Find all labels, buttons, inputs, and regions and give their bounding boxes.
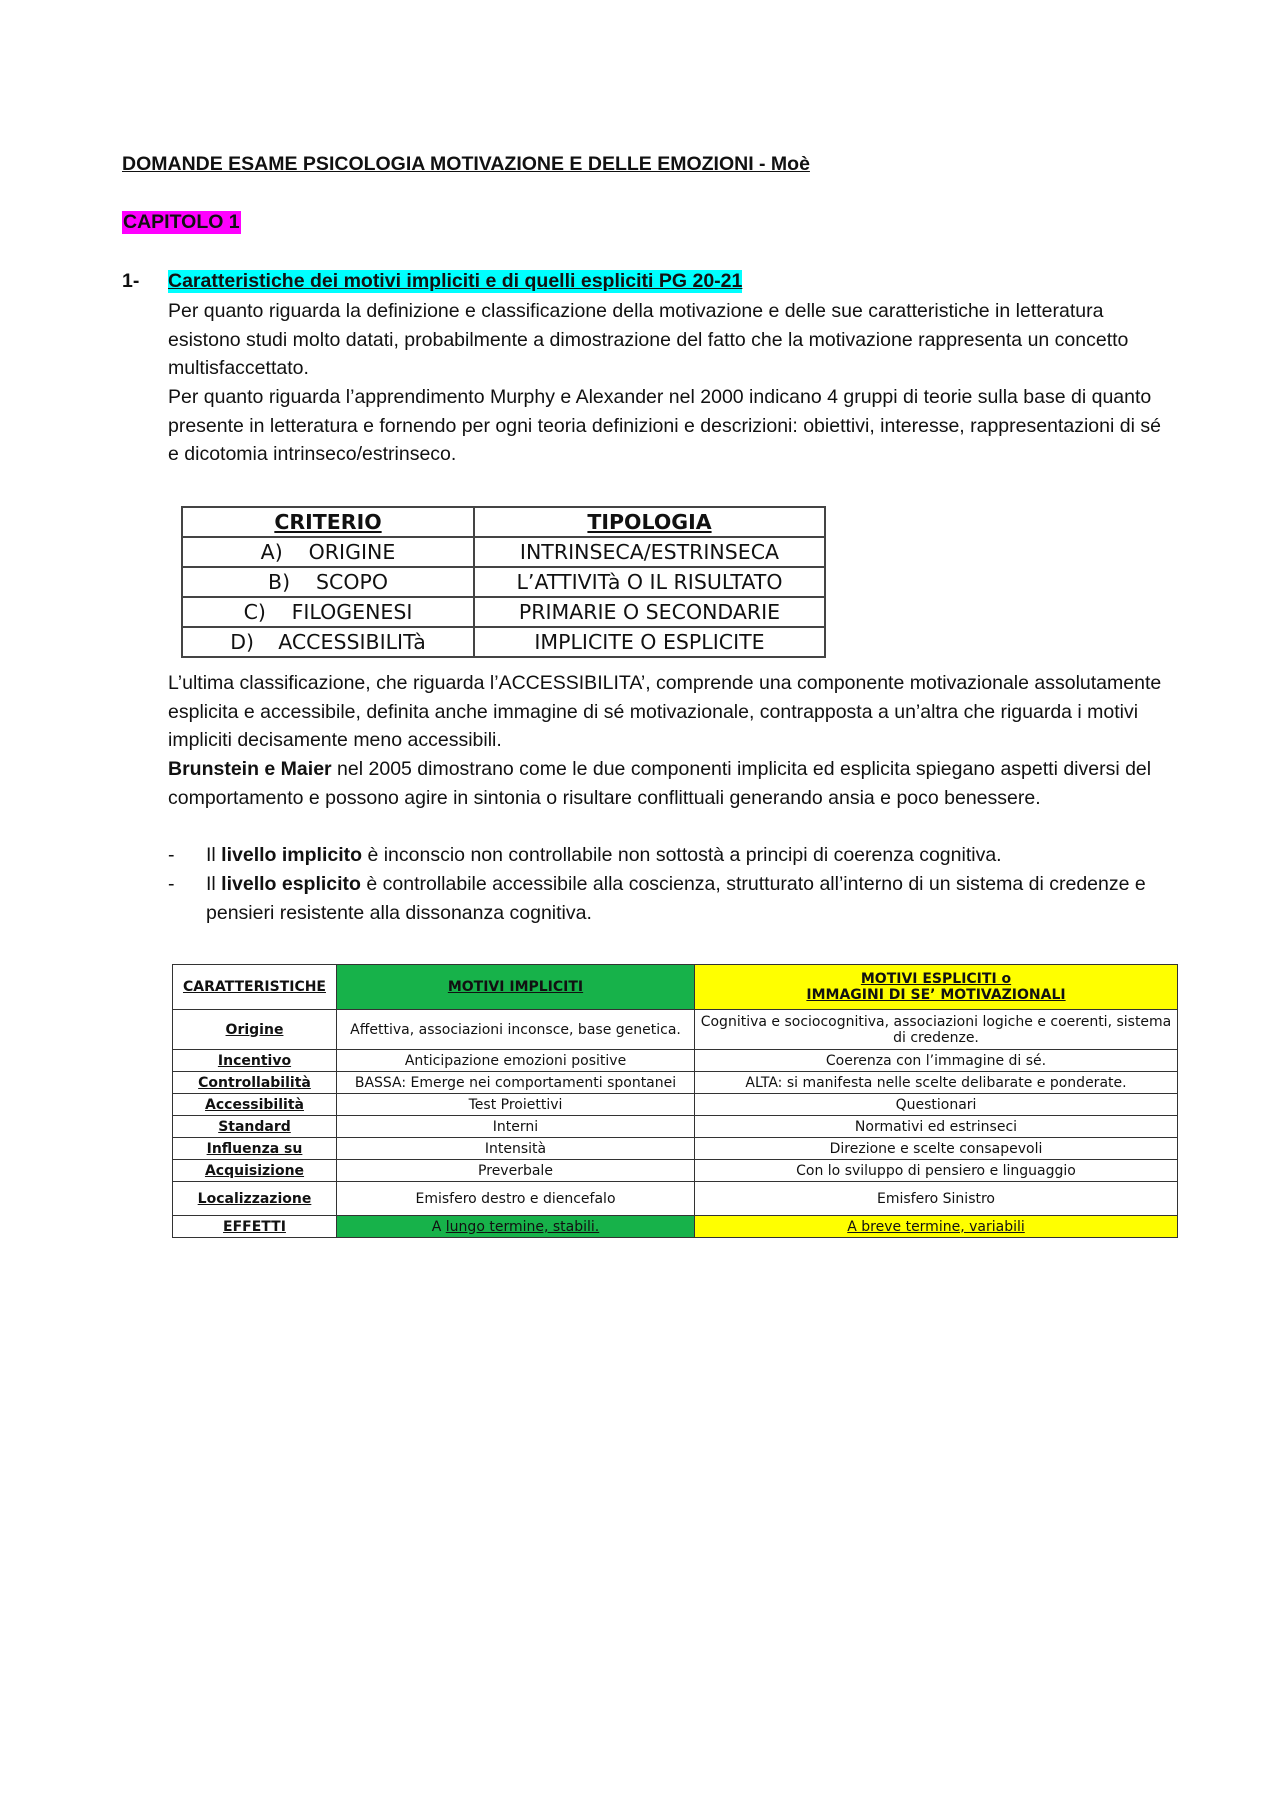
row-label: Incentivo (173, 1050, 337, 1072)
paragraph-brunstein (168, 755, 1173, 812)
table-row (182, 597, 825, 627)
criterion-name: ACCESSIBILITà (278, 630, 426, 654)
implicit-cell: Intensità (337, 1138, 695, 1160)
table-row (173, 1072, 1178, 1094)
type-cell: IMPLICITE O ESPLICITE (474, 627, 825, 657)
row-label: Localizzazione (173, 1182, 337, 1216)
paragraph-accessibility: L’ultima classificazione, che riguarda l’ACCESSIBILITA’, comprende una componente motivazionale assolutamente esplicita e accessibile, definita anche immagine di sé motivazionale, contrapposta a un’altra che riguarda i motivi impliciti decisamente meno accessibili. (168, 672, 1162, 752)
criteria-header-type: TIPOLOGIA (474, 507, 825, 537)
list-item-text (206, 870, 1173, 927)
criterion-name: FILOGENESI (291, 600, 413, 624)
row-label-effects: EFFETTI (173, 1216, 337, 1238)
header-explicit-motives (695, 965, 1178, 1010)
intro-paragraph-1: Per quanto riguarda la definizione e classificazione della motivazione e delle sue caratteristiche in letteratura esistono studi molto datati, probabilmente a dimostrazione del fatto che la motivazione rappresenta un concetto multisfaccettato. (168, 300, 1129, 380)
intro-paragraph-2: Per quanto riguarda l’apprendimento Murphy e Alexander nel 2000 indicano 4 gruppi di teorie sulla base di quanto presente in letteratura e fornendo per ogni teoria definizioni e descrizioni: obiettivi, interesse, rappresentazioni di sé e dicotomia intrinseco/estrinseco. (168, 386, 1161, 466)
criterion-letter: C) (243, 600, 266, 624)
implicit-cell: Affettiva, associazioni inconsce, base genetica. (337, 1010, 695, 1050)
implicit-cell: Interni (337, 1116, 695, 1138)
header-characteristics: CARATTERISTICHE (173, 965, 337, 1010)
explicit-cell: Cognitiva e sociocognitiva, associazioni logiche e coerenti, sistema di credenze. (695, 1010, 1178, 1050)
paragraph-brunstein-text: nel 2005 dimostrano come le due componenti implicita ed esplicita spiegano aspetti diversi del comportamento e possono agire in sintonia o risultare conflittuali generando ansia e poco benessere. (168, 758, 1152, 809)
row-label: Influenza su (173, 1138, 337, 1160)
list-item-bold: livello implicito (221, 844, 363, 866)
explicit-effects-cell (695, 1216, 1178, 1238)
explicit-cell: Direzione e scelte consapevoli (695, 1138, 1178, 1160)
row-label: Origine (173, 1010, 337, 1050)
implicit-effects-cell (337, 1216, 695, 1238)
header-implicit-motives: MOTIVI IMPLICITI (337, 965, 695, 1010)
implicit-cell: Test Proiettivi (337, 1094, 695, 1116)
criterion-letter: A) (260, 540, 283, 564)
table-row (182, 567, 825, 597)
list-dash: - (168, 873, 175, 895)
explicit-cell: Questionari (695, 1094, 1178, 1116)
table-row (173, 1116, 1178, 1138)
effects-row (173, 1216, 1178, 1238)
table-row (173, 1138, 1178, 1160)
table-row (173, 1182, 1178, 1216)
type-cell: PRIMARIE O SECONDARIE (474, 597, 825, 627)
table-row (173, 1160, 1178, 1182)
type-cell: INTRINSECA/ESTRINSECA (474, 537, 825, 567)
document-title: DOMANDE ESAME PSICOLOGIA MOTIVAZIONE E DELLE EMOZIONI - Moè (122, 153, 810, 175)
list-item-suffix: è inconscio non controllabile non sottostà a principi di coerenza cognitiva. (362, 844, 1002, 866)
criterion-name: SCOPO (316, 570, 388, 594)
row-label: Accessibilità (173, 1094, 337, 1116)
explicit-cell: Emisfero Sinistro (695, 1182, 1178, 1216)
table-row (182, 627, 825, 657)
criteria-header-row (182, 507, 825, 537)
chapter-heading: CAPITOLO 1 (123, 211, 240, 233)
criterion-cell (182, 537, 474, 567)
explicit-cell: Coerenza con l’immagine di sé. (695, 1050, 1178, 1072)
row-label: Controllabilità (173, 1072, 337, 1094)
implicit-cell: Preverbale (337, 1160, 695, 1182)
criteria-table (181, 506, 826, 658)
list-dash: - (168, 844, 175, 866)
header-explicit-line1: MOTIVI ESPLICITI o (860, 971, 1012, 987)
question-title: Caratteristiche dei motivi impliciti e di quelli espliciti PG 20-21 (168, 270, 743, 292)
explicit-cell: Normativi ed estrinseci (695, 1116, 1178, 1138)
criterion-cell (182, 597, 474, 627)
author-names: Brunstein e Maier (168, 758, 332, 780)
question-number: 1- (122, 270, 140, 292)
table-row (173, 1010, 1178, 1050)
characteristics-table (172, 964, 1178, 1238)
row-label: Standard (173, 1116, 337, 1138)
header-explicit-line2: IMMAGINI DI SE’ MOTIVAZIONALI (806, 987, 1066, 1003)
implicit-cell: Anticipazione emozioni positive (337, 1050, 695, 1072)
table-row (173, 1094, 1178, 1116)
list-item-prefix: Il (206, 873, 222, 895)
type-cell: L’ATTIVITà O IL RISULTATO (474, 567, 825, 597)
implicit-cell: Emisfero destro e diencefalo (337, 1182, 695, 1216)
criterion-letter: D) (230, 630, 254, 654)
criterion-cell (182, 627, 474, 657)
explicit-effects-text: A breve termine, variabili (847, 1218, 1025, 1235)
explicit-cell: Con lo sviluppo di pensiero e linguaggio (695, 1160, 1178, 1182)
row-label: Acquisizione (173, 1160, 337, 1182)
implicit-cell: BASSA: Emerge nei comportamenti spontanei (337, 1072, 695, 1094)
table-row (173, 1050, 1178, 1072)
list-item-text (206, 841, 1173, 870)
criterion-name: ORIGINE (308, 540, 396, 564)
implicit-effects-text: lungo termine, stabili. (445, 1218, 600, 1235)
list-item-bold: livello esplicito (221, 873, 361, 895)
criteria-header-criterion: CRITERIO (182, 507, 474, 537)
criterion-cell (182, 567, 474, 597)
table-row (182, 537, 825, 567)
explicit-cell: ALTA: si manifesta nelle scelte delibarate e ponderate. (695, 1072, 1178, 1094)
criterion-letter: B) (268, 570, 291, 594)
list-item-prefix: Il (206, 844, 222, 866)
implicit-effects-prefix: A (431, 1218, 446, 1235)
list-item-suffix: è controllabile accessibile alla coscienza, strutturato all’interno di un sistema di credenze e pensieri resistente alla dissonanza cognitiva. (206, 873, 1146, 924)
characteristics-header-row (173, 965, 1178, 1010)
